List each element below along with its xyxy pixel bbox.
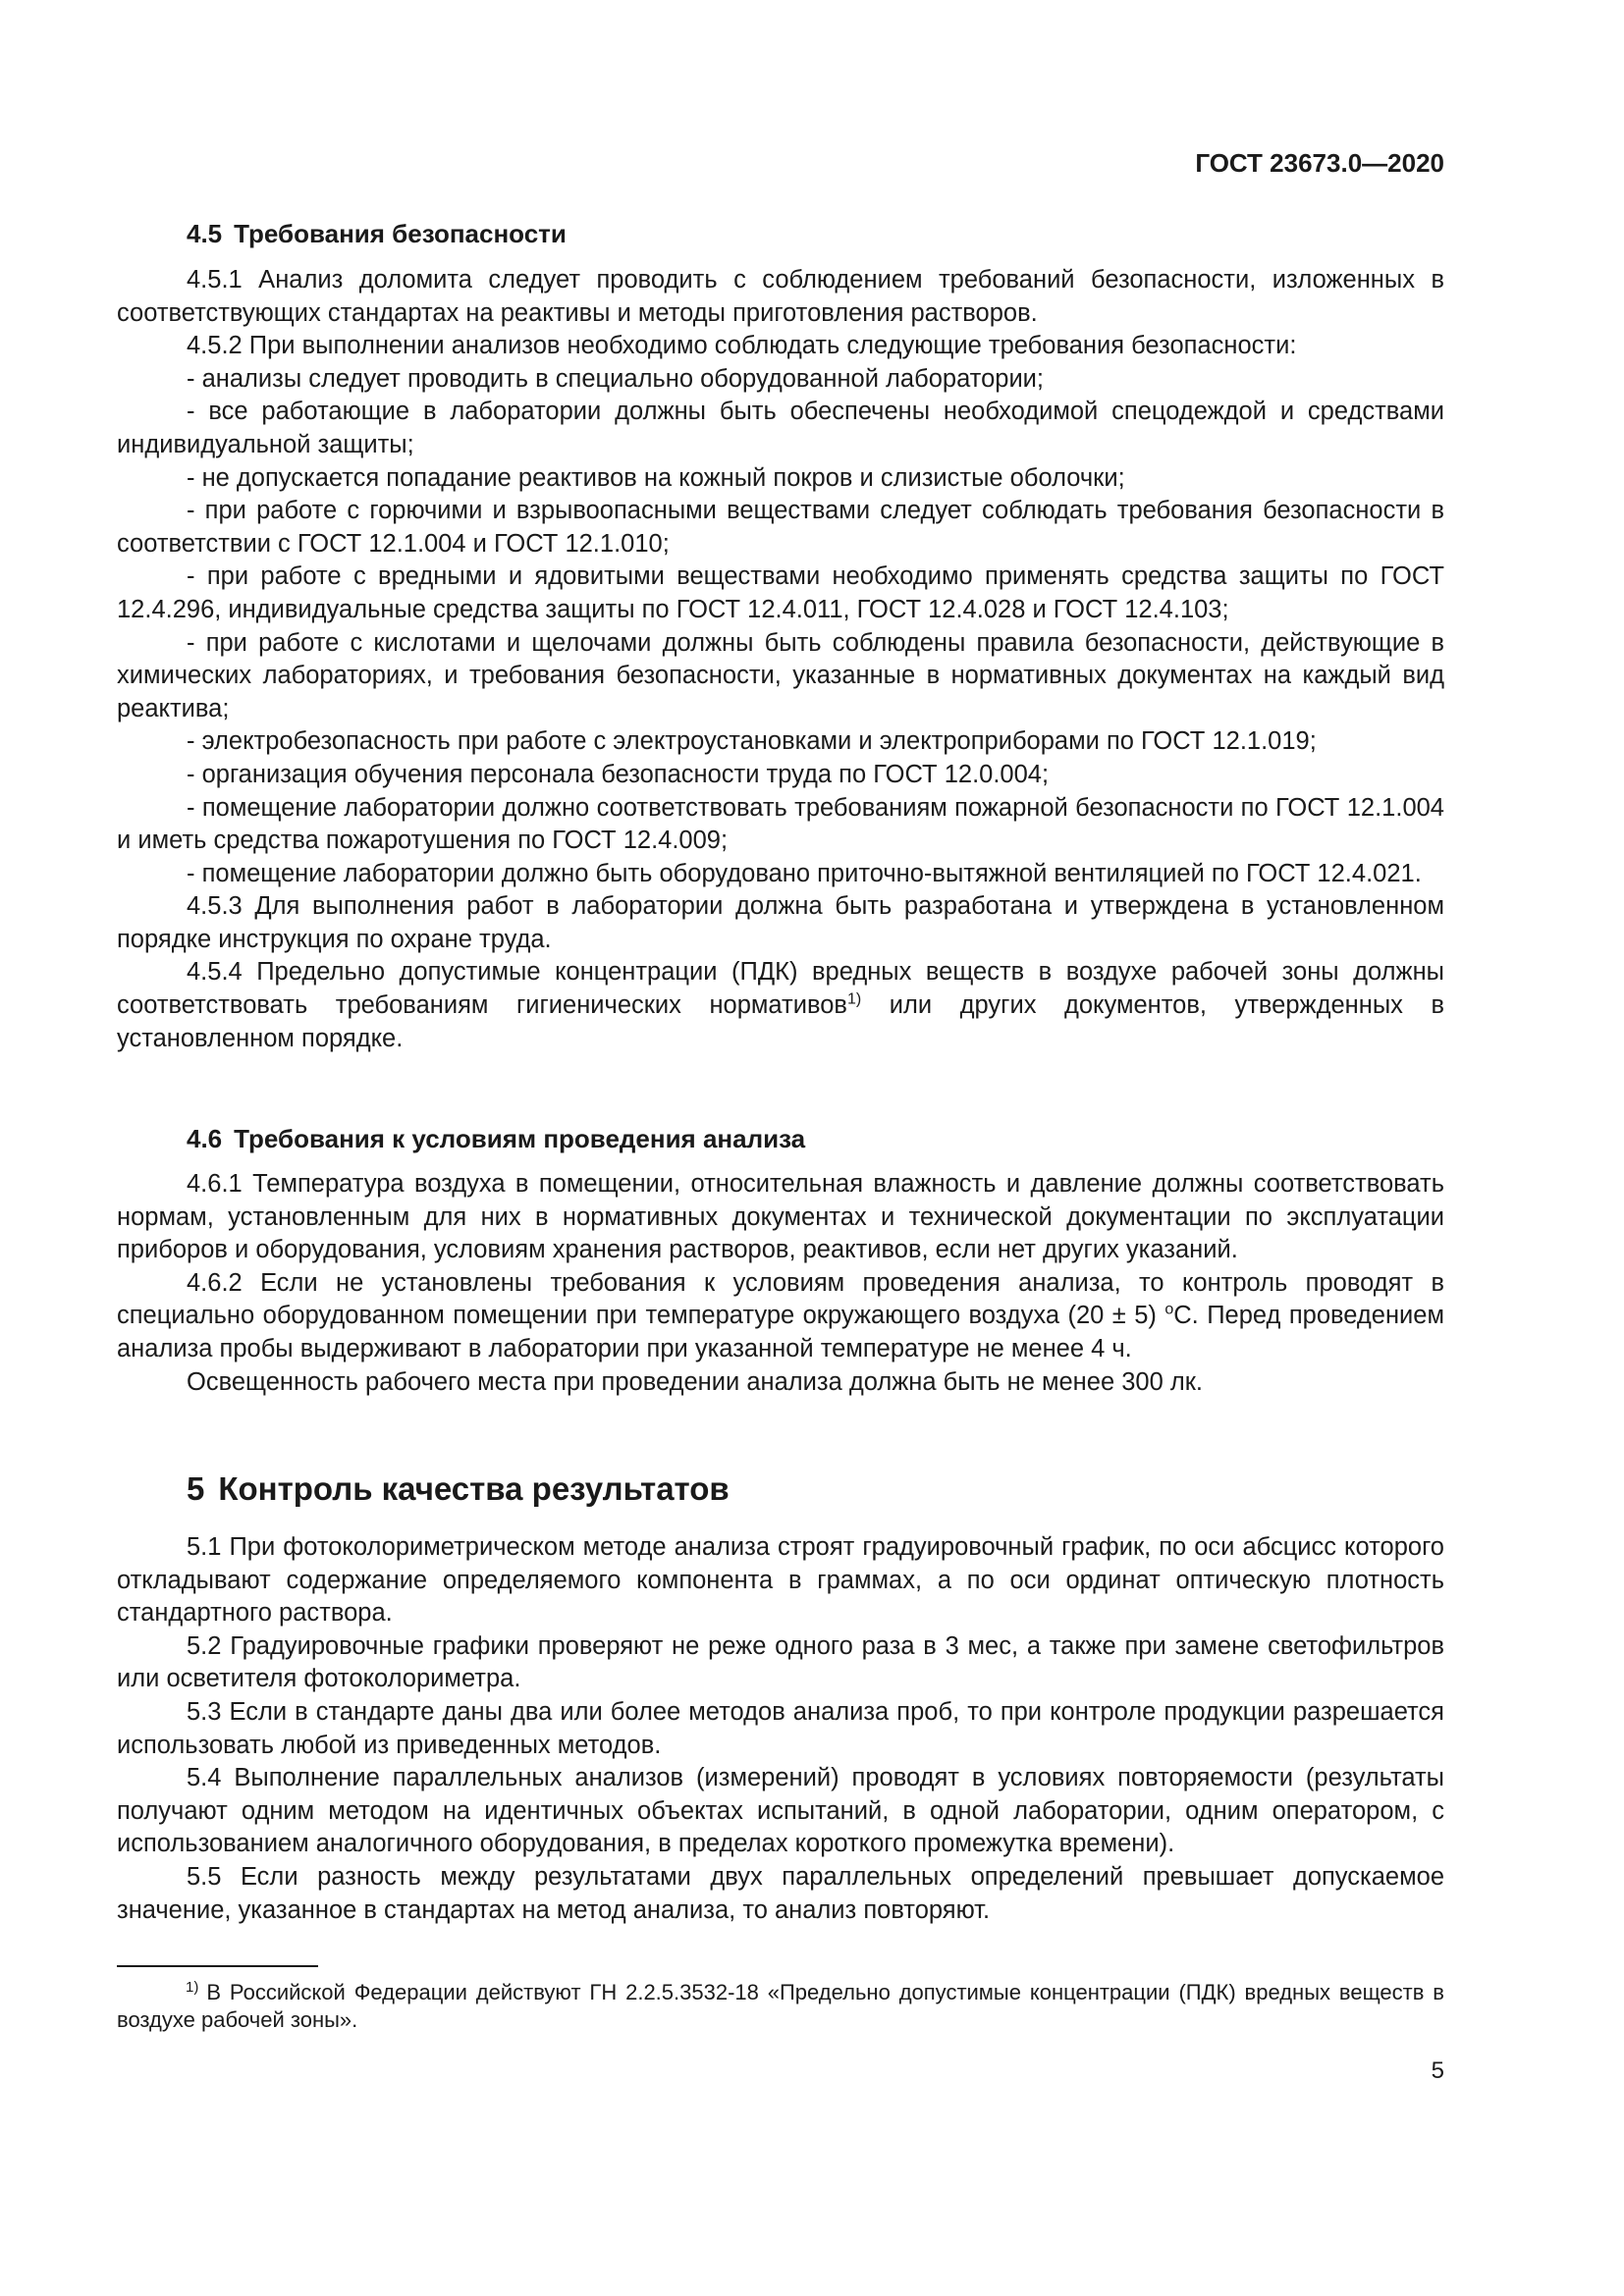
list-item: - при работе с кислотами и щелочами должны быть соблюдены правила безопасности, действующие в химических лабораториях, и требования безопасности, указанные в нормативных документах на каждый вид реактива;: [117, 628, 1444, 722]
page-number: 5: [1431, 2057, 1444, 2084]
section-4-6-title: Требования к условиям проведения анализа: [234, 1124, 806, 1153]
footnote-reference: 1): [846, 990, 862, 1008]
paragraph-4-5-4-text-a: 4.5.4 Предельно допустимые концентрации (ПДК) вредных веществ в воздухе рабочей зоны должны соответствовать требованиям гигиенических нормативов: [117, 958, 1444, 1020]
list-item: - помещение лаборатории должно быть оборудовано приточно-вытяжной вентиляцией по ГОСТ 12.4.021.: [187, 859, 1422, 887]
paragraph-5-4: 5.4 Выполнение параллельных анализов (измерений) проводят в условиях повторяемости (результаты получают одним методом на идентичных объектах испытаний, в одной лаборатории, одним оператором, с использованием аналогичного оборудования, в пределах короткого промежутка времени).: [117, 1764, 1444, 1858]
degree-sign: o: [1164, 1301, 1174, 1318]
section-4-5-body: [117, 264, 1444, 1055]
section-4-5-heading: [187, 218, 567, 251]
document-code: ГОСТ 23673.0—2020: [1195, 148, 1444, 178]
list-item: - не допускается попадание реактивов на кожный покров и слизистые оболочки;: [187, 463, 1125, 492]
list-item: - при работе с вредными и ядовитыми веществами необходимо применять средства защиты по ГОСТ 12.4.296, индивидуальные средства защиты по ГОСТ 12.4.011, ГОСТ 12.4.028 и ГОСТ 12.4.103;: [117, 562, 1444, 623]
footnote: [117, 1979, 1444, 2034]
section-4-5-number: 4.5: [187, 219, 223, 248]
paragraph-4-5-1: 4.5.1 Анализ доломита следует проводить с соблюдением требований безопасности, изложенных в соответствующих стандартах на реактивы и методы приготовления растворов.: [117, 266, 1444, 327]
paragraph-5-1: 5.1 При фотоколориметрическом методе анализа строят градуировочный график, по оси абсцисс которого откладывают содержание определяемого компонента в граммах, а по оси ординат оптическую плотность стандартного раствора.: [117, 1533, 1444, 1628]
section-4-5-title: Требования безопасности: [234, 219, 567, 248]
section-5-title: Контроль качества результатов: [218, 1470, 730, 1507]
section-5-number: 5: [187, 1470, 205, 1507]
section-4-6-number: 4.6: [187, 1124, 223, 1153]
paragraph-4-5-4: [117, 956, 1444, 1055]
paragraph-lighting: Освещенность рабочего места при проведении анализа должна быть не менее 300 лк.: [187, 1367, 1203, 1396]
list-item: - анализы следует проводить в специально оборудованной лаборатории;: [187, 364, 1045, 393]
paragraph-4-6-2: [117, 1267, 1444, 1366]
paragraph-4-5-2: 4.5.2 При выполнении анализов необходимо соблюдать следующие требования безопасности:: [187, 332, 1297, 360]
section-5-body: [117, 1531, 1444, 1927]
list-item: - при работе с горючими и взрывоопасными веществами следует соблюдать требования безопасности в соответствии с ГОСТ 12.1.004 и ГОСТ 12.1.010;: [117, 497, 1444, 558]
section-5-heading: [187, 1469, 730, 1509]
paragraph-5-5: 5.5 Если разность между результатами двух параллельных определений превышает допускаемое значение, указанное в стандартах на метод анализа, то анализ повторяют.: [117, 1862, 1444, 1924]
footnote-text: В Российской Федерации действуют ГН 2.2.5.3532-18 «Предельно допустимые концентрации (ПДК) вредных веществ в воздухе рабочей зоны».: [117, 1980, 1444, 2032]
paragraph-4-5-3: 4.5.3 Для выполнения работ в лаборатории должна быть разработана и утверждена в установленном порядке инструкция по охране труда.: [117, 892, 1444, 953]
list-item: - электробезопасность при работе с электроустановками и электроприборами по ГОСТ 12.1.019;: [187, 727, 1317, 756]
paragraph-4-5-4-text-b: или других документов, утвержденных в установленном порядке.: [117, 991, 1444, 1052]
footnote-marker: 1): [186, 1978, 199, 1996]
section-4-6-heading: [187, 1123, 805, 1156]
paragraph-5-2: 5.2 Градуировочные графики проверяют не реже одного раза в 3 мес, а также при замене светофильтров или осветителя фотоколориметра.: [117, 1631, 1444, 1693]
paragraph-4-6-2-text-b: С. Перед проведением анализа пробы выдерживают в лаборатории при указанной температуре не менее 4 ч.: [117, 1302, 1444, 1362]
paragraph-5-3: 5.3 Если в стандарте даны два или более методов анализа проб, то при контроле продукции разрешается использовать любой из приведенных методов.: [117, 1697, 1444, 1759]
paragraph-4-6-2-text-a: 4.6.2 Если не установлены требования к условиям проведения анализа, то контроль проводят в специально оборудованном помещении при температуре окружающего воздуха (20 ± 5): [117, 1268, 1444, 1330]
list-item: - помещение лаборатории должно соответствовать требованиям пожарной безопасности по ГОСТ 12.1.004 и иметь средства пожаротушения по ГОСТ 12.4.009;: [117, 793, 1444, 855]
paragraph-4-6-1: 4.6.1 Температура воздуха в помещении, относительная влажность и давление должны соответствовать нормам, установленным для них в нормативных документах и технической документации по эксплуатации приборов и оборудования, условиям хранения растворов, реактивов, если нет других указаний.: [117, 1170, 1444, 1264]
footnote-separator: [117, 1965, 318, 1967]
list-item: - организация обучения персонала безопасности труда по ГОСТ 12.0.004;: [187, 760, 1050, 788]
list-item: - все работающие в лаборатории должны быть обеспечены необходимой спецодеждой и средствами индивидуальной защиты;: [117, 398, 1444, 458]
section-4-6-body: [117, 1168, 1444, 1399]
